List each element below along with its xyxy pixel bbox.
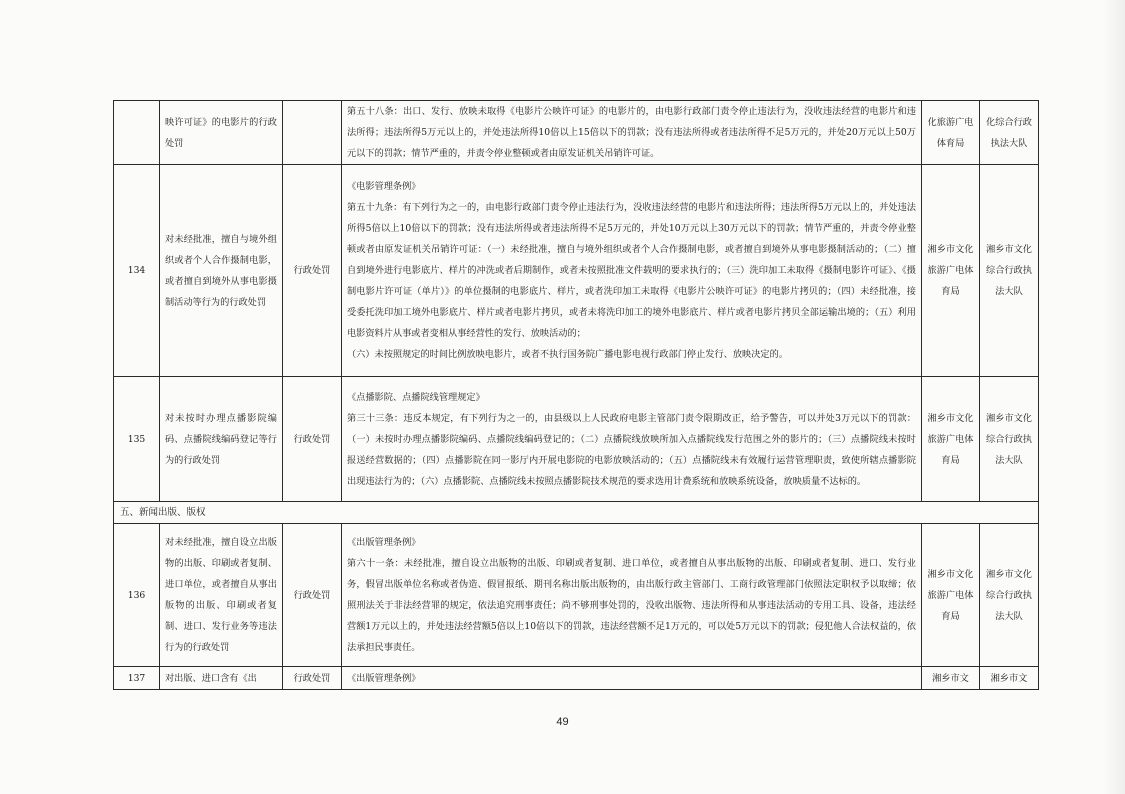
item-name: 对未经批准，擅自与境外组织或者个人合作摄制电影，或者擅自到境外从事电影摄制活动等行为的行政处罚 (160, 165, 283, 377)
legal-basis-text: 第三十三条：违反本规定，有下列行为之一的，由县级以上人民政府电影主管部门责令限期改正，给予警告，可以并处3万元以下的罚款：（一）未按时办理点播影院编码、点播院线编码登记的；（二）点播院线放映所加入点播院线发行范围之外的影片的；（三）点播院线未按时报送经营数据的；（四）点播影院在同一影厅内开展电影院的电影放映活动的；（五）点播院线未有效履行运营管理职责，致使所辖点播影院出现违法行为的；（六）点播影院、点播院线未按照点播影院技术规范的要求选用计费系统和放映系统设备，放映质量不达标的。 (347, 412, 916, 487)
table-row (114, 377, 1039, 502)
table-row (114, 524, 1039, 667)
scan-edge-shadow (1103, 0, 1125, 794)
enforcement-unit: 湘乡市文 (980, 667, 1039, 690)
table-row (114, 101, 1039, 165)
section-header-row (114, 502, 1039, 524)
table-row (114, 165, 1039, 377)
item-name: 映许可证》的电影片的行政处罚 (160, 101, 283, 165)
responsible-dept: 湘乡市文化旅游广电体育局 (922, 377, 980, 502)
legal-basis-title: 《点播影院、点播院线管理规定》 (347, 391, 485, 403)
enforcement-unit: 湘乡市文化综合行政执法大队 (980, 165, 1039, 377)
legal-basis-title: 《出版管理条例》 (347, 672, 421, 684)
item-number (114, 101, 160, 165)
item-type: 行政处罚 (283, 165, 342, 377)
item-number: 136 (114, 524, 160, 667)
item-number: 135 (114, 377, 160, 502)
legal-basis-text: 第五十九条：有下列行为之一的，由电影行政部门责令停止违法行为，没收违法经营的电影片和违法所得；违法所得5万元以上的，并处违法所得5倍以上10倍以下的罚款；没有违法所得或者违法所得不足5万元的，并处10万元以上30万元以下的罚款；情节严重的，并责令停业整顿或者由原发证机关吊销许可证：（一）未经批准，擅自与境外组织或者个人合作摄制电影，或者擅自到境外从事电影摄制活动的；（二）擅自到境外进行电影底片、样片的冲洗或者后期制作，或者未按照批准文件载明的要求执行的；（三）洗印加工未取得《摄制电影许可证》、《摄制电影片许可证（单片）》的单位摄制的电影底片、样片，或者洗印加工未取得《电影片公映许可证》的电影片拷贝的；（四）未经批准，接受委托洗印加工境外电影底片、样片或者电影片拷贝，或者未将洗印加工的境外电影底片、样片或者电影片拷贝全部运输出境的；（五）利用电影资料片从事或者变相从事经营性的发行、放映活动的； (347, 202, 916, 339)
page-number: 49 (556, 716, 569, 728)
item-type: 行政处罚 (283, 667, 342, 690)
legal-basis (342, 667, 922, 690)
item-number: 137 (114, 667, 160, 690)
legal-basis-text: 第六十一条：未经批准，擅自设立出版物的出版、印刷或者复制、进口单位，或者擅自从事出版物的出版、印刷或者复制、进口、发行业务，假冒出版单位名称或者伪造、假冒报纸、期刊名称出版出版物的，由出版行政主管部门、工商行政管理部门依照法定职权予以取缔；依照刑法关于非法经营罪的规定，依法追究刑事责任；尚不够刑事处罚的，没收出版物、违法所得和从事违法活动的专用工具、设备，违法经营额1万元以上的，并处违法经营额5倍以上10倍以下的罚款，违法经营额不足1万元的，可以处5万元以下的罚款；侵犯他人合法权益的，依法承担民事责任。 (347, 558, 916, 653)
responsible-dept: 化旅游广电体育局 (922, 101, 980, 165)
item-name: 对未经批准，擅自设立出版物的出版、印刷或者复制、进口单位，或者擅自从事出版物的出版、印刷或者复制、进口、发行业务等违法行为的行政处罚 (160, 524, 283, 667)
legal-basis (342, 377, 922, 502)
enforcement-unit: 湘乡市文化综合行政执法大队 (980, 377, 1039, 502)
legal-basis-title: 《出版管理条例》 (347, 537, 421, 548)
item-name: 对出版、进口含有《出 (160, 667, 283, 690)
item-type: 行政处罚 (283, 377, 342, 502)
responsible-dept: 湘乡市文化旅游广电体育局 (922, 165, 980, 377)
item-type: 行政处罚 (283, 524, 342, 667)
enforcement-table (113, 100, 1039, 690)
section-title: 五、新闻出版、版权 (114, 502, 1039, 524)
responsible-dept: 湘乡市文化旅游广电体育局 (922, 524, 980, 667)
item-type (283, 101, 342, 165)
table-row (114, 667, 1039, 690)
legal-basis (342, 101, 922, 165)
enforcement-unit: 化综合行政执法大队 (980, 101, 1039, 165)
responsible-dept: 湘乡市文 (922, 667, 980, 690)
enforcement-unit: 湘乡市文化综合行政执法大队 (980, 524, 1039, 667)
legal-basis (342, 165, 922, 377)
item-number: 134 (114, 165, 160, 377)
item-name: 对未按时办理点播影院编码、点播院线编码登记等行为的行政处罚 (160, 377, 283, 502)
legal-basis-text: 第五十八条：出口、发行、放映未取得《电影片公映许可证》的电影片的，由电影行政部门责令停止违法行为，没收违法经营的电影片和违法所得；违法所得5万元以上的，并处违法所得10倍以上15倍以下的罚款；没有违法所得或者违法所得不足5万元的，并处20万元以上50万元以下的罚款；情节严重的，并责令停业整顿或者由原发证机关吊销许可证。 (347, 106, 916, 159)
legal-basis (342, 524, 922, 667)
legal-basis-extra: （六）未按照规定的时间比例放映电影片，或者不执行国务院广播电影电视行政部门停止发行、放映决定的。 (347, 349, 788, 360)
legal-basis-title: 《电影管理条例》 (347, 181, 421, 192)
